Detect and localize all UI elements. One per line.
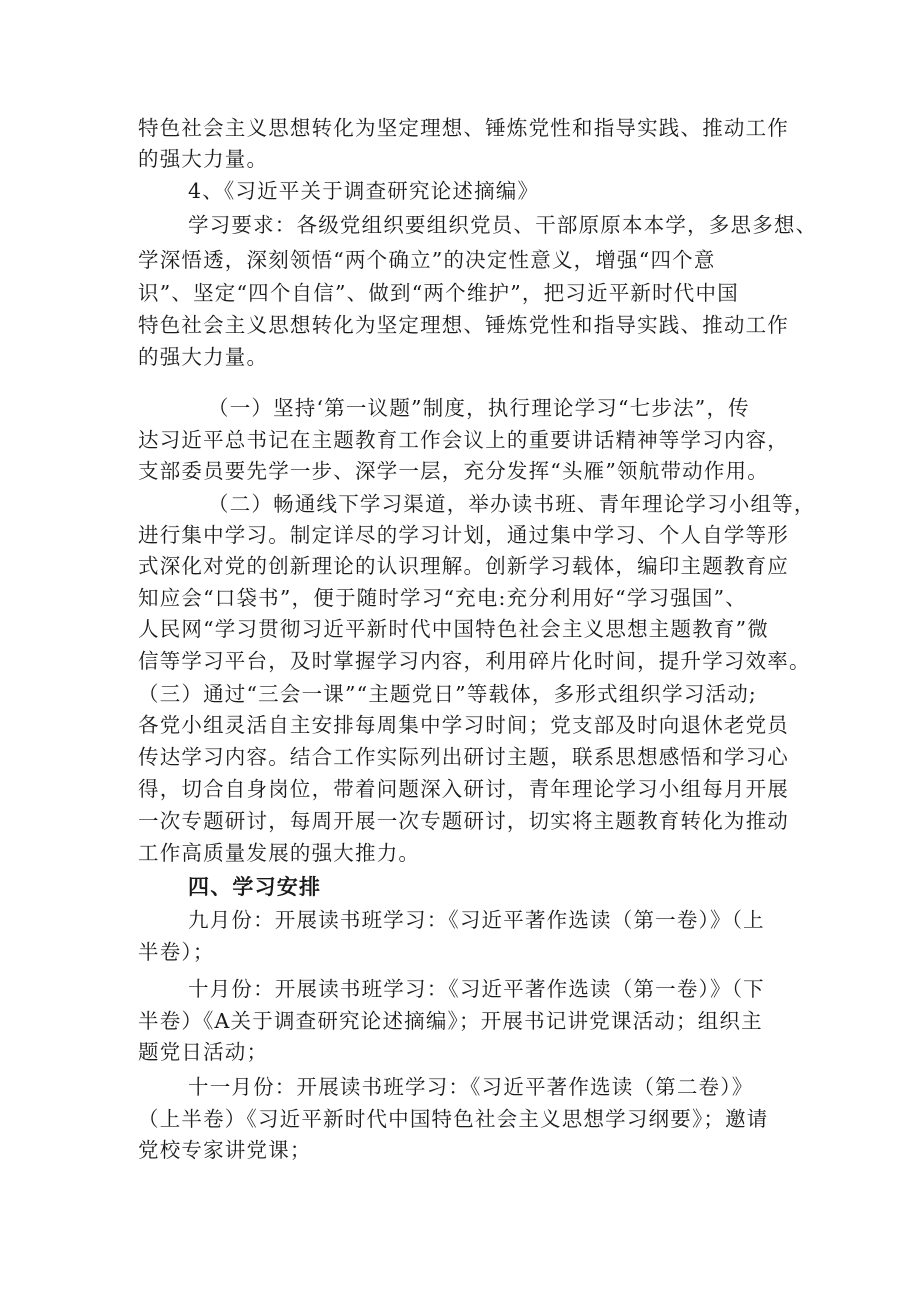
text-line: 特色社会主义思想转化为坚定理想、锤炼党性和指导实践、推动工作 [138, 313, 789, 337]
text-line: 信等学习平台，及时掌握学习内容，利用碎片化时间，提升学习效率。 [138, 649, 811, 673]
text-line: 学习要求：各级党组织要组织党员、干部原原本本学，多思多想、 [188, 213, 818, 237]
text-line: 进行集中学习。制定详尽的学习计划，通过集中学习、个人自学等形 [138, 523, 789, 547]
text-line: 半卷）； [138, 940, 215, 964]
text-line: 达习近平总书记在主题教育工作会议上的重要讲话精神等学习内容， [138, 428, 789, 452]
section-title-4: 4、《习近平关于调查研究论述摘编》 [188, 179, 540, 203]
text-line: 的强大力量。 [138, 345, 269, 369]
text-line: 一次专题研讨，每周开展一次专题研讨，切实将主题教育转化为推动 [138, 809, 789, 833]
text-line: 半卷）《A关于调查研究论述摘编》；开展书记讲党课活动；组织主 [138, 1009, 763, 1033]
text-line: 特色社会主义思想转化为坚定理想、锤炼党性和指导实践、推动工作 [138, 116, 789, 140]
text-line: 得，切合自身岗位，带着问题深入研讨，青年理论学习小组每月开展 [138, 777, 789, 801]
text-line: 的强大力量。 [138, 147, 269, 171]
text-line: （一）坚持‘第一议题”制度，执行理论学习“七步法”，传 [208, 396, 750, 420]
text-line: 式深化对党的创新理论的认识理解。创新学习载体，编印主题教育应 [138, 554, 789, 578]
text-line: （三）通过“三会一课”“主题党日”等载体，多形式组织学习活动; [138, 682, 758, 706]
text-line: 九月份：开展读书班学习：《习近平著作选读（第一卷）》（上 [188, 908, 765, 932]
text-line: 工作高质量发展的强大推力。 [138, 841, 421, 865]
text-line: 各党小组灵活自主安排每周集中学习时间；党支部及时向退休老党员 [138, 713, 789, 737]
text-line: 人民网“学习贯彻习近平新时代中国特色社会主义思想主题教育”微 [138, 617, 769, 641]
text-line: 识”、坚定“四个自信”、做到“两个维护”，把习近平新时代中国 [138, 281, 739, 305]
text-line: 题党日活动； [138, 1040, 269, 1064]
text-line: （上半卷）《习近平新时代中国特色社会主义思想学习纲要》；邀请 [138, 1107, 769, 1131]
section-heading: 四、学习安排 [188, 875, 322, 899]
text-line: 十一月份：开展读书班学习：《习近平著作选读（第二卷）》 [188, 1075, 754, 1099]
text-line: 支部委员要先学一步、深学一层，充分发挥“头雁”领航带动作用。 [138, 459, 769, 483]
text-line: 党校专家讲党课； [138, 1138, 312, 1162]
text-line: 十月份：开展读书班学习：《习近平著作选读（第一卷）》（下 [188, 977, 765, 1001]
text-line: 学深悟透，深刻领悟“两个确立”的决定性意义，增强“四个意 [138, 248, 716, 272]
text-line: （二）畅通线下学习渠道，举办读书班、青年理论学习小组等， [208, 492, 816, 516]
text-line: 知应会“口袋书”，便于随时学习“充电:充分利用好“学习强国”、 [138, 586, 748, 610]
text-line: 传达学习内容。结合工作实际列出研讨主题，联系思想感悟和学习心 [138, 745, 789, 769]
